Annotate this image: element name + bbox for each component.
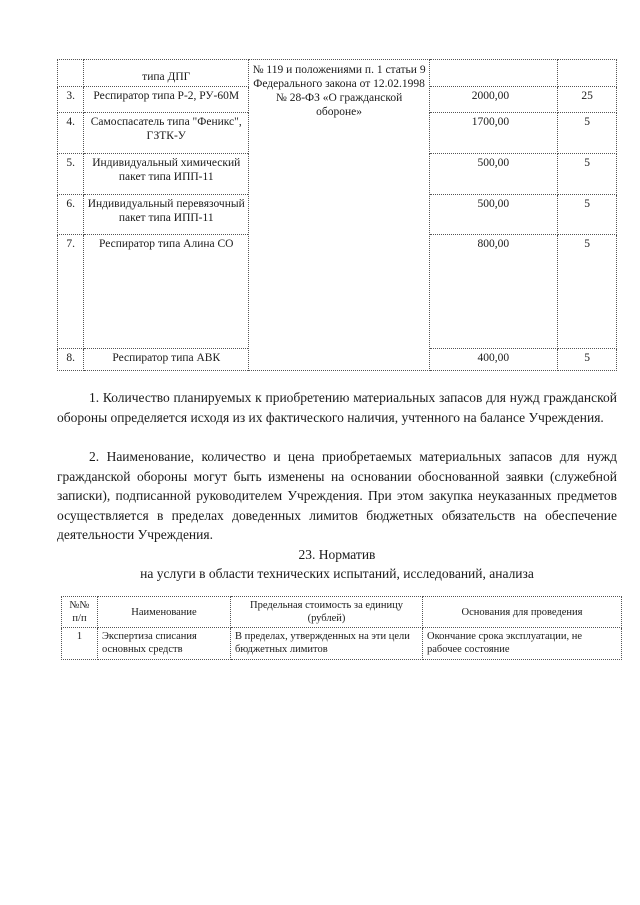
item-name: Респиратор типа Алина СО: [84, 235, 249, 349]
item-name: Респиратор типа АВК: [84, 349, 249, 371]
item-name: Индивидуальный перевязочный пакет типа ИПП-11: [84, 195, 249, 235]
item-name: типа ДПГ: [84, 60, 249, 87]
table-header-row: [62, 597, 622, 628]
item-quantity: 5: [558, 113, 617, 154]
row-number: 4.: [58, 113, 84, 154]
service-basis: Окончание срока эксплуатации, не рабочее состояние: [423, 628, 622, 659]
row-number: 1: [62, 628, 98, 659]
row-number: [58, 60, 84, 87]
legal-basis-text: № 119 и положениями п. 1 статьи 9 Федерального закона от 12.02.1998 № 28-ФЗ «О гражданской обороне»: [252, 64, 426, 119]
section-title: 23. Норматив: [298, 547, 376, 562]
item-name: Самоспасатель типа "Феникс", ГЗТК-У: [84, 113, 249, 154]
row-number: 8.: [58, 349, 84, 371]
item-price: 500,00: [429, 154, 557, 195]
row-number: 3.: [58, 87, 84, 113]
item-price: 400,00: [429, 349, 557, 371]
row-number: 5.: [58, 154, 84, 195]
item-quantity: 5: [558, 195, 617, 235]
supplies-table: [57, 59, 617, 371]
paragraph-quantity-basis: 1. Количество планируемых к приобретению материальных запасов для нужд гражданской обороны определяется исходя из их фактического наличия, учтенного на балансе Учреждения.: [57, 390, 617, 425]
item-quantity: 5: [558, 235, 617, 349]
item-name: Респиратор типа Р-2, РУ-60М: [84, 87, 249, 113]
service-name: Экспертиза списания основных средств: [98, 628, 231, 659]
item-quantity: 5: [558, 154, 617, 195]
paragraph-change-conditions: 2. Наименование, количество и цена приобретаемых материальных запасов для нужд гражданской обороны могут быть изменены на основании обоснованной заявки (служебной записки), подписанной руководителем Учреждения. При этом закупка неуказанных предметов осуществляется в пределах доведенных лимитов бюджетных обязательств на обеспечение деятельности Учреждения.: [57, 449, 617, 542]
section-subtitle: на услуги в области технических испытаний, исследований, анализа: [140, 566, 534, 581]
legal-basis-cell: [249, 60, 430, 371]
item-price: 1700,00: [429, 113, 557, 154]
header-price: Предельная стоимость за единицу (рублей): [231, 597, 423, 628]
table-row: [62, 628, 622, 659]
item-price: 2000,00: [429, 87, 557, 113]
item-quantity: 5: [558, 349, 617, 371]
item-quantity: [558, 60, 617, 87]
header-name: Наименование: [98, 597, 231, 628]
services-table: [61, 596, 622, 660]
header-number: №№ п/п: [62, 597, 98, 628]
item-quantity: 25: [558, 87, 617, 113]
item-price: [429, 60, 557, 87]
row-number: 7.: [58, 235, 84, 349]
table-row: [58, 60, 617, 87]
row-number: 6.: [58, 195, 84, 235]
item-name: Индивидуальный химический пакет типа ИПП-11: [84, 154, 249, 195]
service-price: В пределах, утвержденных на эти цели бюджетных лимитов: [231, 628, 423, 659]
item-price: 800,00: [429, 235, 557, 349]
item-price: 500,00: [429, 195, 557, 235]
header-basis: Основания для проведения: [423, 597, 622, 628]
